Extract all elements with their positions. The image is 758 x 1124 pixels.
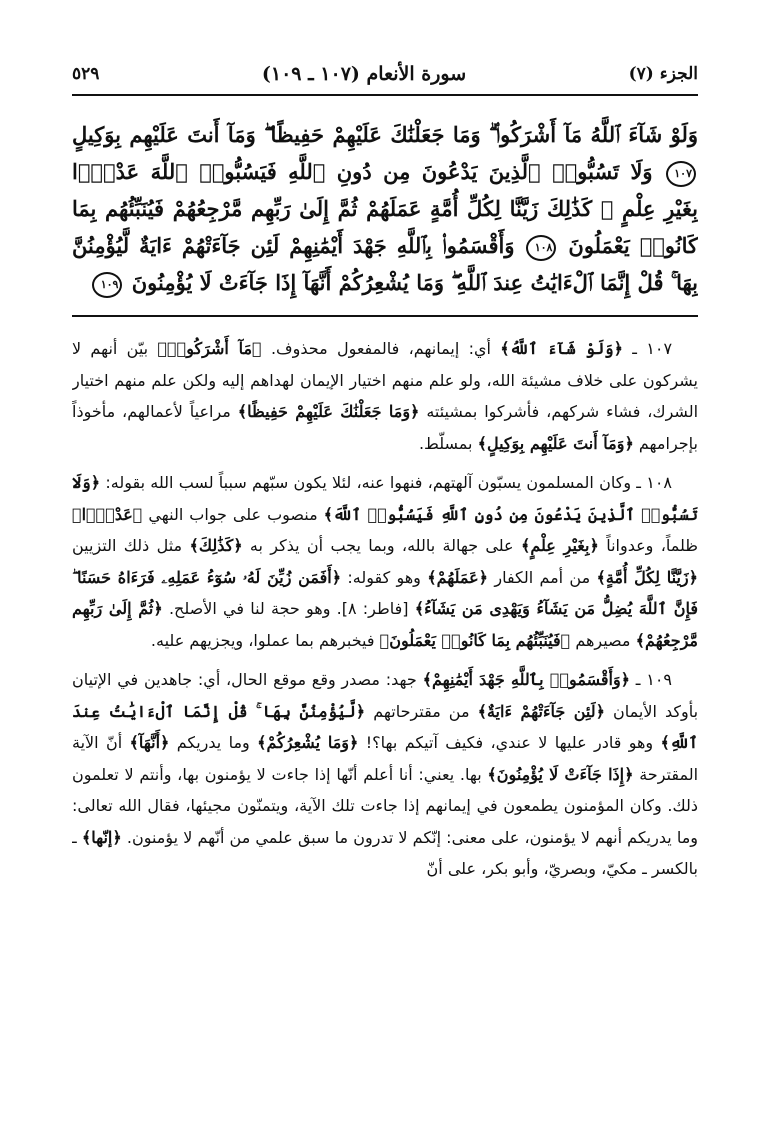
commentary: بمسلّط. bbox=[418, 433, 473, 453]
para-109-lead: ١٠٩ ـ bbox=[635, 670, 673, 689]
verse-109-text: وَأَقْسَمُوا۟ بِٱللَّهِ جَهْدَ أَيْمَٰنِهِمْ لَئِن جَآءَتْهُمْ ءَايَةٌ لَّيُؤْمِنُنَّ بِهَا ۚ قُلْ إِنَّمَا ٱلْءَايَٰتُ عِندَ ٱللَّهِ ۖ وَمَا يُشْعِرُكُمْ أَنَّهَآ إِذَا جَآءَتْ لَا يُؤْمِنُونَ bbox=[72, 233, 698, 295]
para-107-lead: ١٠٧ ـ bbox=[632, 339, 673, 358]
quote: ﴿وَأَقْسَمُوا۟ بِٱللَّهِ جَهْدَ أَيْمَٰنِهِمْ﴾ bbox=[422, 670, 631, 689]
page-number: ٥٢٩ bbox=[72, 64, 100, 84]
quote: ﴿وَمَا يُشْعِرُكُمْ﴾ bbox=[257, 733, 359, 752]
quote: ﴿لَئِن جَآءَتْهُمْ ءَايَةٌ﴾ bbox=[477, 701, 605, 721]
quote: ﴿أَنَّهَآ﴾ bbox=[129, 733, 170, 752]
tafsir-paragraph-107 bbox=[72, 333, 698, 459]
quote: ﴿فَيُنَبِّئُهُم بِمَا كَانُوا۟ يَعْمَلُونَ﴾ bbox=[379, 630, 571, 650]
section-divider bbox=[72, 315, 698, 317]
tafsir-paragraph-109 bbox=[72, 664, 698, 885]
commentary: مثل ذلك التزيين bbox=[72, 536, 183, 555]
commentary: أنّ الآية المقترحة bbox=[72, 733, 698, 784]
quote: ﴿كَذَٰلِكَ﴾ bbox=[189, 536, 243, 555]
quote: ﴿عَمَلَهُمْ﴾ bbox=[427, 567, 489, 587]
tafsir-block bbox=[72, 333, 698, 885]
commentary: مراعياً لأعمالهم، مأخوذاً بإجرامهم bbox=[72, 402, 698, 453]
verse-109-number: ١٠٩ bbox=[92, 272, 122, 298]
commentary: وكان المسلمون يسبّون آلهتهم، فنهوا عنه، لئلا يكون سبّهم سبباً لسب الله بقوله: bbox=[105, 473, 632, 492]
commentary: بها. يعني: أنا أعلم أنّها إذا جاءت لا يؤمنون بها، وأنتم لا تعلمون ذلك. وكان المؤمنون يطمعون في إيمانهم إذا جاءت تلك الآية، ويتمنّون مجيئها، فقال الله تعالى: وما يدريكم أنهم لا يؤمنون، على معنى: إنّكم لا تدرون ما سبق علمي من أنّهم لا يؤمنون. bbox=[72, 764, 698, 847]
commentary: أي: إيمانهم، فالمفعول محذوف. bbox=[270, 339, 491, 358]
page-header bbox=[72, 54, 698, 96]
commentary: ـ بالكسر ـ مكيّ، وبصريّ، وأبو بكر، على أنّ bbox=[72, 827, 698, 878]
commentary: من مقترحاتهم bbox=[373, 701, 470, 721]
quote: ﴿عَدْوًۢا﴾ bbox=[72, 504, 143, 524]
quote: ﴿أَفَمَن زُيِّنَ لَهُۥ سُوٓءُ عَمَلِهِۦ فَرَءَاهُ حَسَنًا ۖ فَإِنَّ ٱللَّهَ يُضِلُّ مَن يَشَآءُ وَيَهْدِى مَن يَشَآءُ﴾ bbox=[72, 567, 698, 618]
book-page bbox=[72, 54, 698, 1104]
commentary: وهو كقوله: bbox=[347, 567, 421, 587]
commentary: ظلماً، وعدواناً bbox=[606, 536, 698, 555]
quote: ﴿وَلَوْ شَآءَ ٱللَّهُ﴾ bbox=[500, 339, 623, 358]
quote: ﴿إنّها﴾ bbox=[81, 827, 122, 847]
quran-text-block bbox=[72, 116, 698, 301]
quran-verses bbox=[72, 116, 698, 301]
commentary: على جهالة بالله، وبما يجب أن يذكر به bbox=[249, 536, 514, 555]
quote: ﴿بِغَيْرِ عِلْمٍ﴾ bbox=[520, 536, 599, 555]
commentary: بيّن أنهم لا يشركون على خلاف مشيئة الله، ولو علم منهم اختيار الإيمان لهداهم إليه ولكن علم منهم اختيار الشرك، فشاء شركهم، فأشركوا بمشيئته bbox=[72, 339, 698, 421]
quote: ﴿وَمَآ أَنتَ عَلَيْهِم بِوَكِيلٍ﴾ bbox=[477, 433, 634, 453]
commentary: مصيرهم bbox=[575, 630, 631, 650]
commentary: [فاطر: ٨]. وهو حجة لنا في الأصلح. bbox=[168, 599, 409, 618]
commentary: من أمم الكفار bbox=[494, 567, 591, 587]
quote: ﴿وَمَا جَعَلْنَٰكَ عَلَيْهِمْ حَفِيظًا﴾ bbox=[237, 402, 420, 421]
quote: ﴿وَلَا تَسُبُّوا۟ ٱلَّذِينَ يَدْعُونَ مِن دُونِ ٱللَّهِ فَيَسُبُّوا۟ ٱللَّهَ﴾ bbox=[72, 473, 698, 524]
tafsir-paragraph-108 bbox=[72, 467, 698, 656]
verse-107-text: وَلَوْ شَآءَ ٱللَّهُ مَآ أَشْرَكُوا۟ ۗ وَمَا جَعَلْنَٰكَ عَلَيْهِمْ حَفِيظًا ۖ وَمَآ أَنتَ عَلَيْهِم بِوَكِيلٍ bbox=[72, 122, 698, 147]
quote: ﴿ثُمَّ إِلَىٰ رَبِّهِم مَّرْجِعُهُمْ﴾ bbox=[72, 599, 698, 650]
para-108-lead: ١٠٨ ـ bbox=[636, 473, 673, 492]
verse-107-number: ١٠٧ bbox=[666, 161, 696, 187]
verse-108-text: وَلَا تَسُبُّوا۟ ٱلَّذِينَ يَدْعُونَ مِن دُونِ ٱللَّهِ فَيَسُبُّوا۟ ٱللَّهَ عَدْوًۢا بِغَيْرِ عِلْمٍ ۗ كَذَٰلِكَ زَيَّنَّا لِكُلِّ أُمَّةٍ عَمَلَهُمْ ثُمَّ إِلَىٰ رَبِّهِم مَّرْجِعُهُمْ فَيُنَبِّئُهُم بِمَا كَانُوا۟ يَعْمَلُونَ bbox=[72, 159, 698, 258]
quote: ﴿زَيَّنَّا لِكُلِّ أُمَّةٍ﴾ bbox=[596, 567, 698, 587]
commentary: فيخبرهم بما عملوا، ويجزيهم عليه. bbox=[150, 630, 375, 650]
verse-108-number: ١٠٨ bbox=[526, 235, 556, 261]
quote: ﴿لَّيُؤْمِنُنَّ بِهَا ۚ قُلْ إِنَّمَا ٱلْءَايَٰتُ عِندَ ٱللَّهِ﴾ bbox=[72, 701, 698, 752]
commentary: جهد: مصدر وقع موقع الحال، أي: جاهدين في الإتيان بأوكد الأيمان bbox=[72, 670, 698, 721]
surah-title: سورة الأنعام (١٠٧ ـ ١٠٩) bbox=[261, 63, 467, 85]
quote: ﴿إِذَا جَآءَتْ لَا يُؤْمِنُونَ﴾ bbox=[487, 764, 634, 784]
quote: ﴿مَآ أَشْرَكُوا۟﴾ bbox=[157, 339, 262, 358]
commentary: منصوب على جواب النهي bbox=[148, 504, 318, 524]
juz-label: الجزء (٧) bbox=[628, 64, 698, 84]
commentary: وهو قادر عليها لا عندي، فكيف آتيكم بها؟! bbox=[365, 733, 654, 752]
commentary: وما يدريكم bbox=[176, 733, 250, 752]
